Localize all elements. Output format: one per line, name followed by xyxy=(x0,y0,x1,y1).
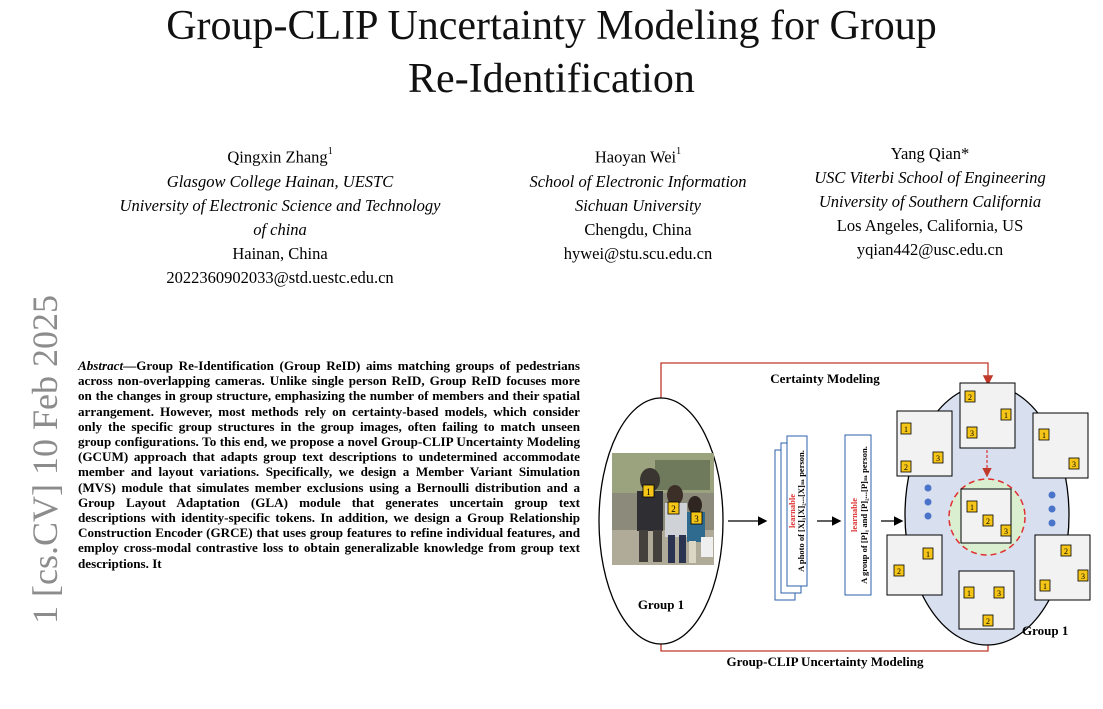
svg-text:2: 2 xyxy=(986,617,990,626)
prompt-card-1 xyxy=(775,436,807,600)
svg-text:1: 1 xyxy=(926,550,930,559)
arxiv-stamp: 1 [cs.CV] 10 Feb 2025 xyxy=(25,295,65,624)
tile-badge xyxy=(983,515,993,526)
abstract-text: —Group Re-Identification (Group ReID) aims matching groups of pedestrians across non-overlapping cameras. Unlike single person ReID, Group ReID focuses more on the changes in group structure, emphasizing the number of members and their spatial arrangement. However, most methods rely on certainty-based models, which consider only the specific group structures in the group images, often failing to match unseen group configurations. To this end, we propose a novel Group-CLIP Uncertainty Modeling (GCUM) approach that adapts group text descriptions to undetermined accommodate member and layout variations. Specifically, we design a Member Variant Simulation (MVS) module that simulates member exclusions using a Bernoulli distribution and a Group Layout Adaptation (GLA) module that generates uncertain group text descriptions with identity-specific tokens. In addition, we design a Group Relationship Construction Encoder (GRCE) that uses group features to refine individual features, and employ cross-modal contrastive loss to obtain generalizable knowledge from group text descriptions. It xyxy=(78,358,580,571)
author-affiliation: Sichuan University xyxy=(574,195,701,215)
author-email: hywei@stu.scu.edu.cn xyxy=(563,243,713,263)
svg-text:2: 2 xyxy=(986,517,990,526)
tile-badge xyxy=(994,587,1004,598)
tile-badge xyxy=(894,565,904,576)
svg-text:1: 1 xyxy=(1043,582,1047,591)
svg-text:3: 3 xyxy=(1072,460,1076,469)
author-affiliation: School of Electronic Information xyxy=(529,171,747,191)
author-affiliation: Glasgow College Hainan, UESTC xyxy=(166,171,394,191)
title-line-1: Group-CLIP Uncertainty Modeling for Group xyxy=(166,3,937,49)
tile-badge xyxy=(967,427,977,438)
tile-badge xyxy=(901,461,911,472)
author-name: Qingxin Zhang$^1$ xyxy=(227,146,333,167)
photo-badge-1 xyxy=(643,485,654,497)
prompt-card-2 xyxy=(845,435,871,595)
svg-text:2: 2 xyxy=(904,463,908,472)
author-location: Los Angeles, California, US xyxy=(836,216,1024,235)
author-email: yqian442@usc.edu.cn xyxy=(856,240,1004,259)
tile-badge xyxy=(901,423,911,434)
svg-text:2: 2 xyxy=(1064,547,1068,556)
svg-text:3: 3 xyxy=(936,454,940,463)
ellipsis-dots-right xyxy=(1049,492,1056,527)
svg-text:3: 3 xyxy=(1081,572,1085,581)
author-block-3 xyxy=(770,142,1090,262)
tile-badge xyxy=(1039,429,1049,440)
method-figure xyxy=(595,355,1095,675)
tile-top-right xyxy=(1033,413,1088,478)
svg-text:1: 1 xyxy=(646,487,651,497)
svg-text:A photo of [X]₁[X]₂...[X]ₘ per: A photo of [X]₁[X]₂...[X]ₘ person. xyxy=(796,450,806,572)
svg-text:3: 3 xyxy=(1004,527,1008,536)
uncertainty-modeling-label: Group-CLIP Uncertainty Modeling xyxy=(726,654,924,669)
svg-text:1: 1 xyxy=(1004,411,1008,420)
group-label-left: Group 1 xyxy=(637,597,685,612)
photo-badge-3 xyxy=(691,512,702,524)
author-affiliation: of china xyxy=(253,219,307,239)
author-name: Yang Qian* xyxy=(890,144,970,163)
group-photo xyxy=(612,453,714,565)
svg-text:2: 2 xyxy=(671,504,676,514)
tile-badge xyxy=(965,391,975,402)
svg-text:learnable: learnable xyxy=(787,494,797,528)
svg-text:3: 3 xyxy=(997,589,1001,598)
ellipsis-dots-left xyxy=(925,485,932,520)
author-block-1 xyxy=(60,142,500,290)
tile-badge xyxy=(1061,545,1071,556)
group-label-right: Group 1 xyxy=(1022,623,1069,638)
author-block-2 xyxy=(488,142,788,266)
author-email: 2022360902033@std.uestc.edu.cn xyxy=(166,267,394,287)
tile-badge xyxy=(964,587,974,598)
svg-text:learnable: learnable xyxy=(849,498,859,532)
author-location: Hainan, China xyxy=(232,243,328,263)
author-affiliation: University of Electronic Science and Technology xyxy=(119,195,441,215)
uncertainty-loop-line xyxy=(661,627,988,651)
svg-text:1: 1 xyxy=(967,589,971,598)
svg-text:1: 1 xyxy=(904,425,908,434)
svg-text:3: 3 xyxy=(970,429,974,438)
paper-title xyxy=(0,0,1103,106)
svg-text:3: 3 xyxy=(694,514,699,524)
svg-text:1: 1 xyxy=(1042,431,1046,440)
tile-badge xyxy=(1001,409,1011,420)
title-line-2: Re-Identification xyxy=(408,56,695,102)
author-affiliation: University of Southern California xyxy=(818,192,1042,211)
tile-badge xyxy=(1078,570,1088,581)
author-name: Haoyan Wei$^1$ xyxy=(594,146,682,167)
tile-badge xyxy=(1069,458,1079,469)
svg-text:2: 2 xyxy=(897,567,901,576)
tile-badge xyxy=(983,615,993,626)
svg-text:A group of [P]₁ and [P]₂...[P]: A group of [P]₁ and [P]₂...[P]ₘ person. xyxy=(859,446,869,584)
tile-badge xyxy=(923,548,933,559)
tile-badge xyxy=(1040,580,1050,591)
abstract-label: Abstract xyxy=(78,358,124,373)
certainty-modeling-label: Certainty Modeling xyxy=(770,371,880,386)
abstract xyxy=(78,358,580,571)
author-location: Chengdu, China xyxy=(584,219,692,239)
photo-badge-2 xyxy=(668,502,679,514)
author-affiliation: USC Viterbi School of Engineering xyxy=(814,168,1046,187)
tile-badge xyxy=(1001,525,1011,536)
tile-badge xyxy=(967,501,977,512)
svg-text:1: 1 xyxy=(970,503,974,512)
tile-badge xyxy=(933,452,943,463)
svg-text:2: 2 xyxy=(968,393,972,402)
